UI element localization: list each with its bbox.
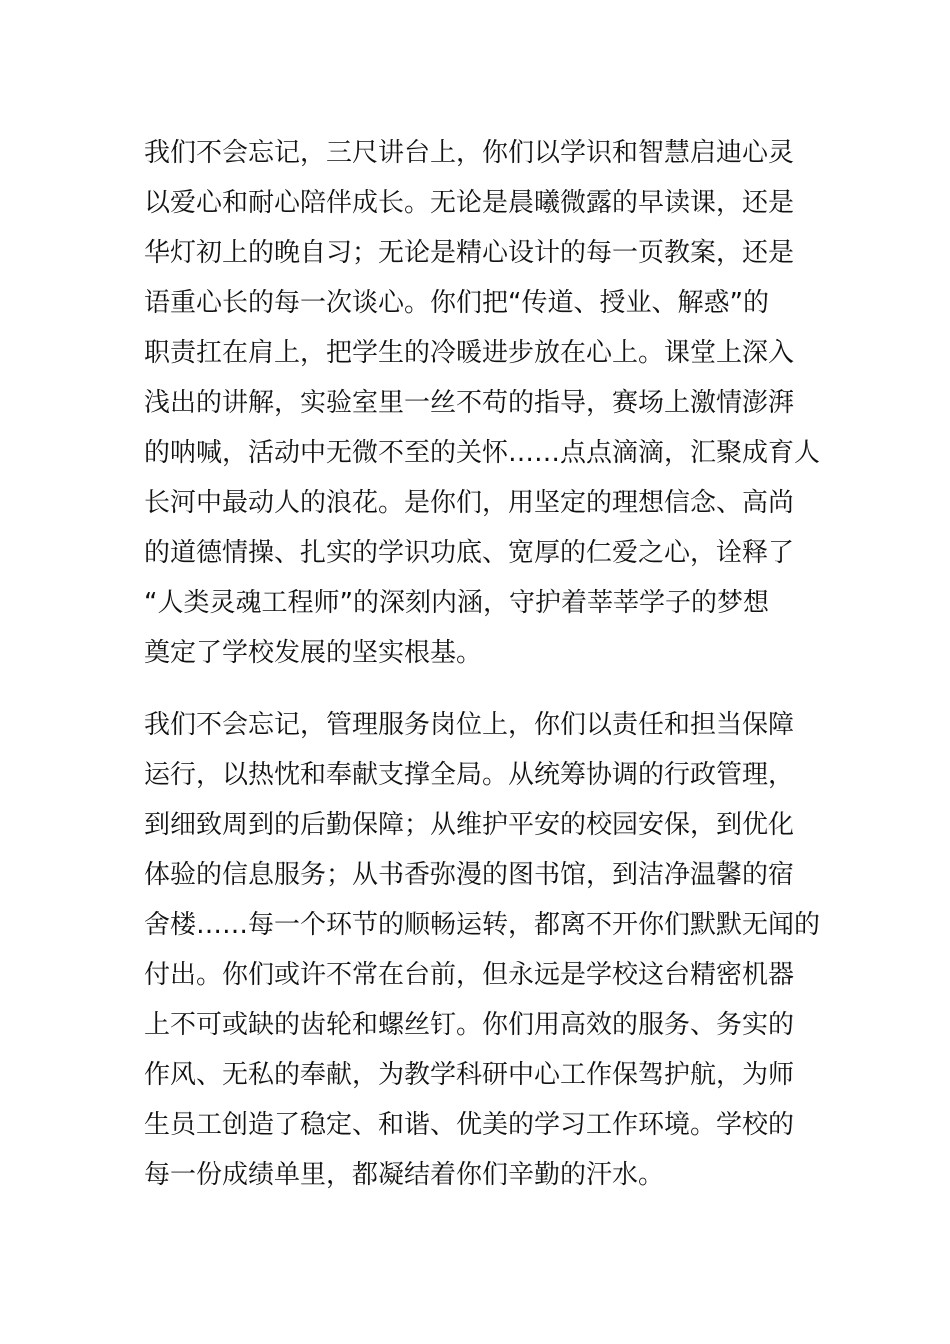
text-line: 舍楼……每一个环节的顺畅运转，都离不开你们默默无闻的 — [144, 910, 821, 940]
text-line: 语重心长的每一次谈心。你们把“传道、授业、解惑”的 — [144, 288, 769, 318]
text-line: 付出。你们或许不常在台前，但永远是学校这台精密机器 — [144, 960, 795, 990]
text-line: 上不可或缺的齿轮和螺丝钉。你们用高效的服务、务实的 — [144, 1010, 795, 1040]
text-line: 作风、无私的奉献，为教学科研中心工作保驾护航，为师 — [144, 1060, 795, 1090]
text-line: 以爱心和耐心陪伴成长。无论是晨曦微露的早读课，还是 — [144, 188, 795, 218]
text-line: 我们不会忘记，三尺讲台上，你们以学识和智慧启迪心灵 — [144, 138, 795, 168]
text-line: 奠定了学校发展的坚实根基。 — [144, 638, 483, 668]
text-line: 华灯初上的晚自习；无论是精心设计的每一页教案，还是 — [144, 238, 795, 268]
paragraph-staff — [144, 700, 824, 1200]
text-line: 浅出的讲解，实验室里一丝不苟的指导，赛场上激情澎湃 — [144, 388, 795, 418]
text-line: 职责扛在肩上，把学生的冷暖进步放在心上。课堂上深入 — [144, 338, 795, 368]
text-line: 长河中最动人的浪花。是你们，用坚定的理想信念、高尚 — [144, 488, 795, 518]
text-line: 体验的信息服务；从书香弥漫的图书馆，到洁净温馨的宿 — [144, 860, 795, 890]
text-line: 每一份成绩单里，都凝结着你们辛勤的汗水。 — [144, 1160, 665, 1190]
text-line: “人类灵魂工程师”的深刻内涵，守护着莘莘学子的梦想 — [144, 588, 769, 618]
text-line: 运行，以热忱和奉献支撑全局。从统筹协调的行政管理， — [144, 760, 795, 790]
paragraph-teachers — [144, 128, 824, 678]
text-line: 我们不会忘记，管理服务岗位上，你们以责任和担当保障 — [144, 710, 795, 740]
text-line: 生员工创造了稳定、和谐、优美的学习工作环境。学校的 — [144, 1110, 795, 1140]
text-line: 的道德情操、扎实的学识功底、宽厚的仁爱之心，诠释了 — [144, 538, 795, 568]
text-line: 到细致周到的后勤保障；从维护平安的校园安保，到优化 — [144, 810, 795, 840]
text-line: 的呐喊，活动中无微不至的关怀……点点滴滴，汇聚成育人 — [144, 438, 821, 468]
